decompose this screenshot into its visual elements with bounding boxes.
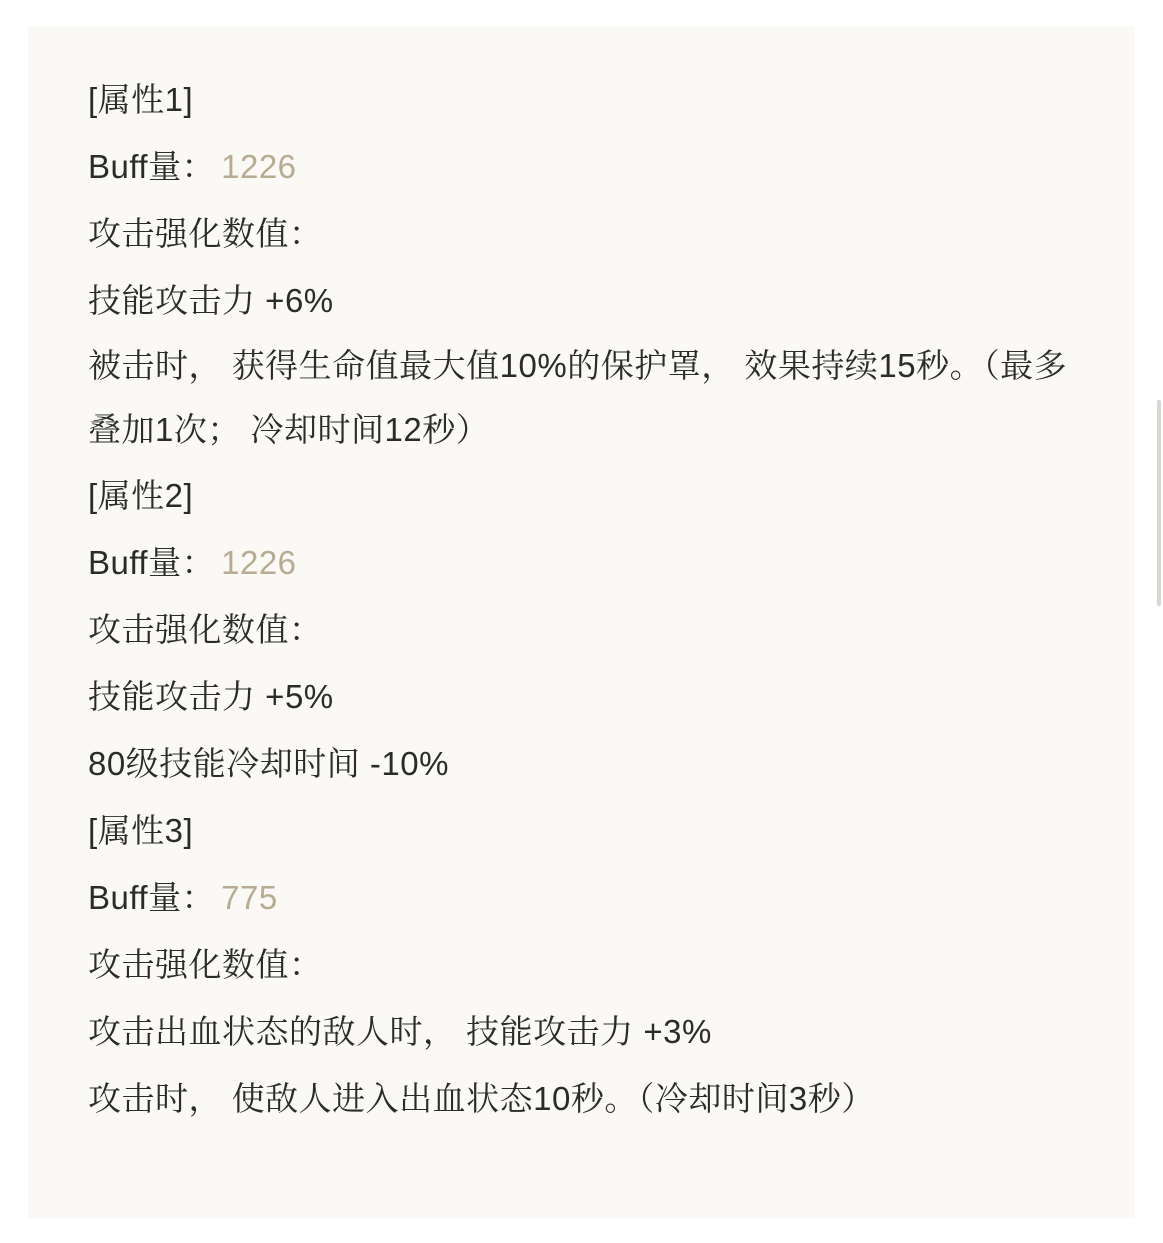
attack-enhancement-label: 攻击强化数值：	[88, 611, 323, 648]
buff-label: Buff量：	[88, 879, 216, 916]
effect-line: 攻击时， 使敌人进入出血状态10秒。（冷却时间3秒）	[88, 1080, 875, 1117]
attribute-block-2	[88, 462, 1089, 797]
buff-amount-row	[88, 529, 1089, 596]
attribute-header: [属性2]	[88, 477, 194, 514]
scrollbar-thumb[interactable]	[1157, 400, 1161, 606]
attack-enhancement-label: 攻击强化数值：	[88, 946, 323, 983]
attribute-block-1	[88, 66, 1089, 462]
buff-amount-row	[88, 133, 1089, 200]
buff-amount-row	[88, 864, 1089, 931]
effect-line: 80级技能冷却时间 -10%	[88, 745, 449, 782]
effect-line: 技能攻击力 +5%	[88, 678, 334, 715]
buff-value: 1226	[221, 148, 297, 185]
effect-line: 技能攻击力 +6%	[88, 282, 334, 319]
attribute-block-3	[88, 797, 1089, 1132]
effect-line: 被击时， 获得生命值最大值10%的保护罩， 效果持续15秒。（最多叠加1次； 冷却时间12秒）	[88, 347, 1068, 448]
buff-value: 1226	[221, 544, 297, 581]
attribute-header: [属性1]	[88, 81, 194, 118]
buff-label: Buff量：	[88, 148, 216, 185]
effect-line: 攻击出血状态的敌人时， 技能攻击力 +3%	[88, 1013, 712, 1050]
buff-label: Buff量：	[88, 544, 216, 581]
item-attribute-panel	[28, 26, 1135, 1218]
attack-enhancement-label: 攻击强化数值：	[88, 215, 323, 252]
attribute-header: [属性3]	[88, 812, 194, 849]
buff-value: 775	[221, 879, 278, 916]
